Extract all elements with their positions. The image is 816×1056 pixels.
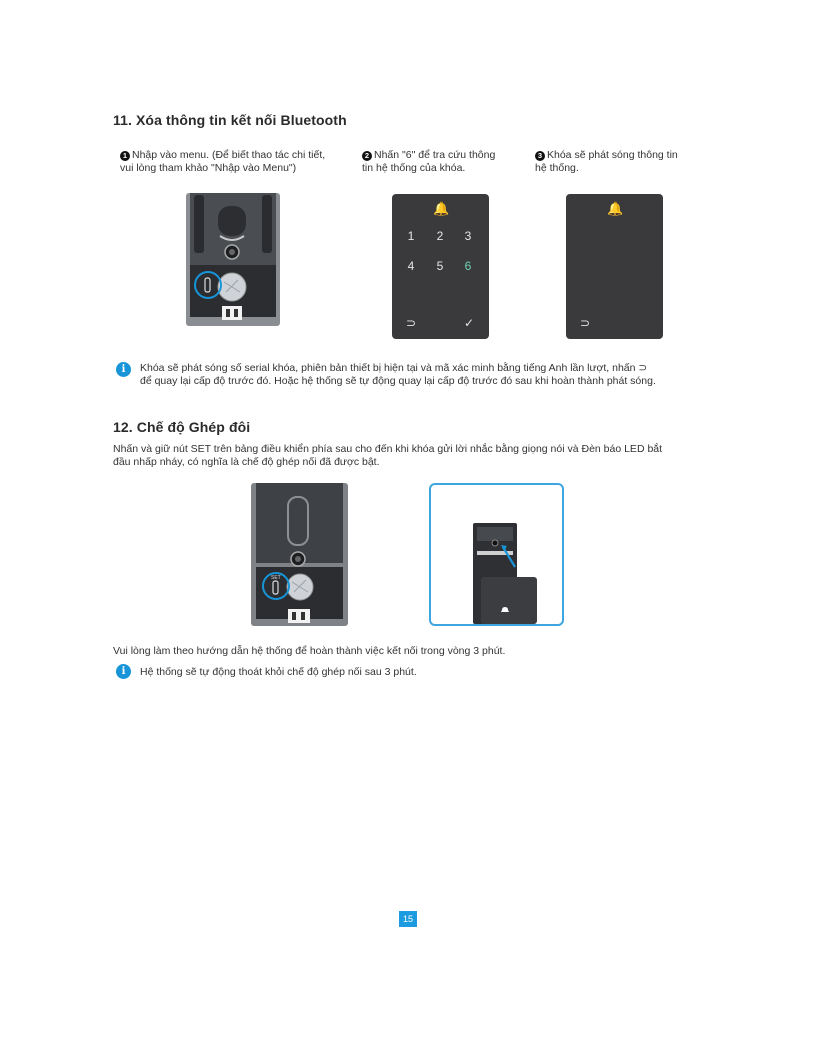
page-number: 15 — [399, 911, 417, 927]
step-1-badge: 1 — [120, 151, 130, 161]
bell-icon: 🔔 — [433, 201, 450, 216]
section-12-body — [113, 443, 723, 469]
step-2-text — [362, 149, 527, 175]
body-12-line2: đầu nhấp nháy, có nghĩa là chế độ ghép nối đã được bật. — [113, 456, 380, 468]
info-icon: i — [116, 664, 131, 679]
note-11-line2: để quay lại cấp độ trước đó. Hoặc hệ thống sẽ tự động quay lại cấp độ trước đó sau khi hoàn thành phát sóng. — [140, 375, 656, 387]
keypad-broadcasting-panel — [566, 194, 663, 339]
step-1-line1: Nhập vào menu. (Để biết thao tác chi tiết, — [132, 149, 326, 161]
pairing-lock-illustration — [431, 485, 562, 624]
step-3-line1: Khóa sẽ phát sóng thông tin — [547, 149, 678, 161]
back-icon[interactable]: ⊃ — [579, 316, 591, 330]
lock-back-panel-illustration — [184, 192, 282, 328]
key-6-highlighted[interactable]: 6 — [461, 259, 475, 273]
section-12-title: 12. Chế độ Ghép đôi — [113, 419, 251, 435]
key-4[interactable]: 4 — [407, 259, 415, 273]
info-icon: i — [116, 362, 131, 377]
step-3-text — [535, 149, 710, 175]
lock-set-button-illustration — [250, 483, 349, 627]
section-11-title: 11. Xóa thông tin kết nối Bluetooth — [113, 112, 347, 128]
key-1[interactable]: 1 — [407, 229, 415, 243]
step-2-line1: Nhấn "6" để tra cứu thông — [374, 149, 496, 161]
confirm-check-icon[interactable]: ✓ — [463, 316, 475, 330]
note-11-line1: Khóa sẽ phát sóng số serial khóa, phiên bản thiết bị hiện tại và mã xác minh bằng tiếng Anh lần lượt, nhấn ⊃ — [140, 362, 648, 374]
step-2-line2: tin hệ thống của khóa. — [362, 162, 466, 174]
key-5[interactable]: 5 — [436, 259, 444, 273]
step-1-line2: vui lòng tham khảo "Nhập vào Menu") — [120, 162, 297, 174]
key-2[interactable]: 2 — [436, 229, 444, 243]
step-2-badge: 2 — [362, 151, 372, 161]
step-3-line2: hệ thống. — [535, 162, 579, 174]
step-1-text — [120, 149, 355, 175]
pairing-illustration-frame — [429, 483, 564, 626]
step-3-badge: 3 — [535, 151, 545, 161]
bell-icon: 🔔 — [607, 201, 624, 216]
set-label: SET — [271, 575, 281, 581]
section-11-note — [140, 362, 740, 388]
back-icon[interactable]: ⊃ — [405, 316, 417, 330]
follow-instruction-text: Vui lòng làm theo hướng dẫn hệ thống để hoàn thành việc kết nối trong vòng 3 phút. — [113, 645, 506, 657]
section-12-note: Hệ thống sẽ tự động thoát khỏi chế độ ghép nối sau 3 phút. — [140, 666, 417, 678]
keypad-panel — [392, 194, 489, 339]
key-3[interactable]: 3 — [464, 229, 472, 243]
body-12-line1: Nhấn và giữ nút SET trên bảng điều khiển phía sau cho đến khi khóa gửi lời nhắc bằng giọng nói và Đèn báo LED bắt — [113, 443, 663, 455]
